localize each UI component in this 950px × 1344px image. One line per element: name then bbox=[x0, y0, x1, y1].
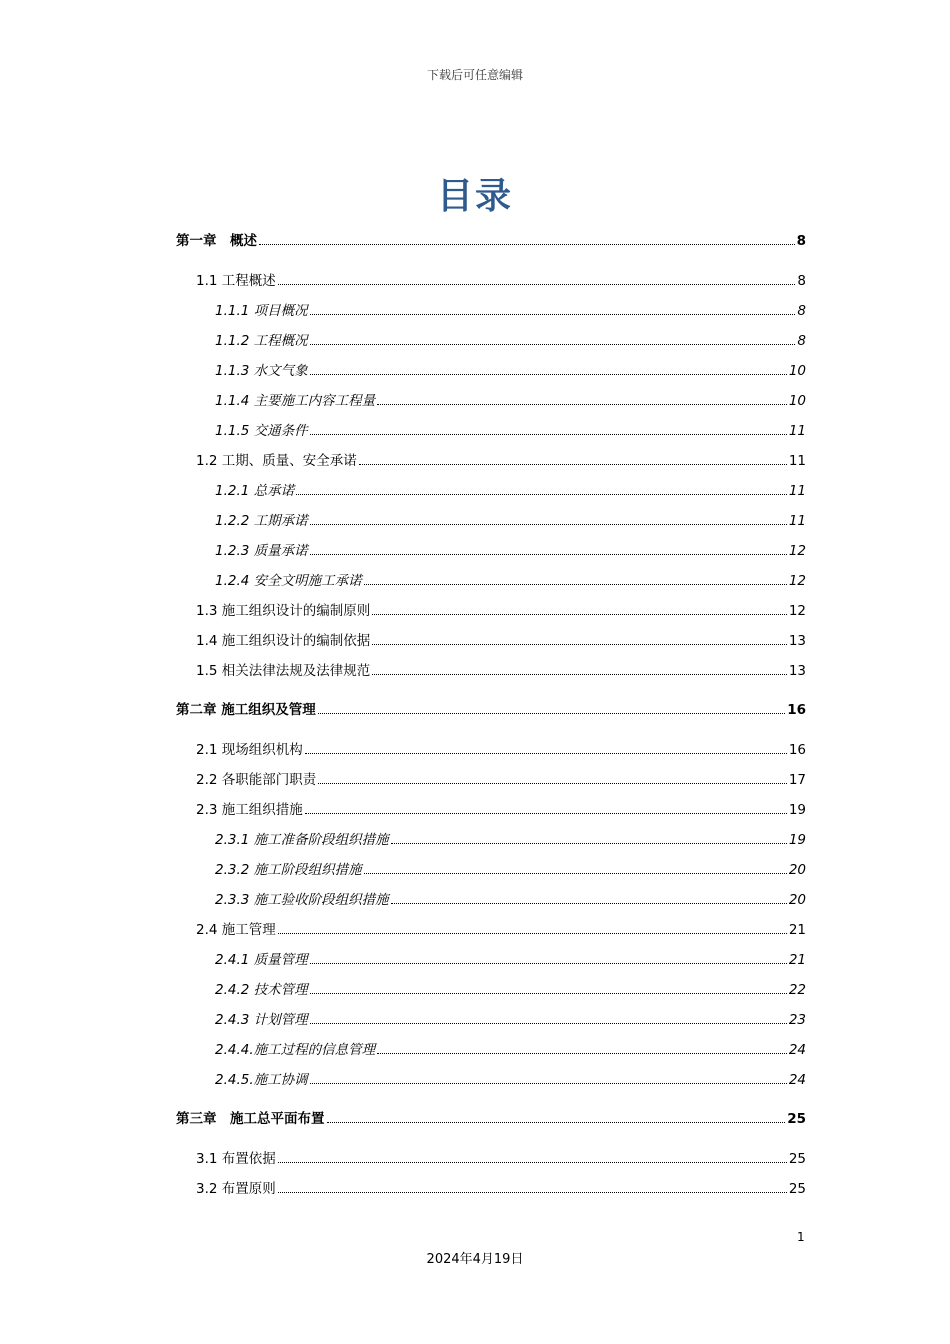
toc-entry-title: 1.2.4 安全文明施工承诺 bbox=[215, 573, 362, 589]
toc-entry-title: 第二章 施工组织及管理 bbox=[176, 702, 316, 718]
toc-entry[interactable] bbox=[196, 629, 806, 649]
toc-entry[interactable] bbox=[215, 888, 806, 908]
toc-entry-page: 13 bbox=[788, 633, 806, 649]
toc-entry-page: 11 bbox=[788, 513, 806, 529]
toc-entry-page: 12 bbox=[788, 543, 806, 559]
toc-entry-title: 1.5 相关法律法规及法律规范 bbox=[196, 663, 371, 679]
toc-entry-page: 25 bbox=[787, 1111, 806, 1127]
toc-entry-page: 17 bbox=[788, 772, 806, 788]
toc-entry-page: 16 bbox=[788, 742, 806, 758]
toc-entry[interactable] bbox=[196, 659, 806, 679]
toc-dot-leader bbox=[372, 674, 787, 675]
toc-entry-title: 1.1.5 交通条件 bbox=[215, 423, 308, 439]
toc-entry-title: 1.2.1 总承诺 bbox=[215, 483, 295, 499]
toc-entry[interactable] bbox=[176, 229, 806, 249]
toc-entry-page: 25 bbox=[788, 1151, 806, 1167]
footer-date: 2024年4月19日 bbox=[426, 1252, 524, 1267]
toc-entry-page: 24 bbox=[788, 1072, 806, 1088]
toc-dot-leader bbox=[310, 963, 787, 964]
toc-dot-leader bbox=[278, 1192, 787, 1193]
toc-entry-title: 3.1 布置依据 bbox=[196, 1151, 276, 1167]
toc-entry-title: 2.4.2 技术管理 bbox=[215, 982, 308, 998]
toc-entry-title: 2.4.3 计划管理 bbox=[215, 1012, 308, 1028]
toc-dot-leader bbox=[310, 524, 787, 525]
toc-dot-leader bbox=[310, 554, 787, 555]
toc-entry[interactable] bbox=[215, 858, 806, 878]
toc-entry[interactable] bbox=[196, 738, 806, 758]
toc-dot-leader bbox=[377, 1053, 787, 1054]
toc-entry-title: 2.3.2 施工阶段组织措施 bbox=[215, 862, 362, 878]
toc-entry-page: 13 bbox=[788, 663, 806, 679]
toc-dot-leader bbox=[327, 1122, 786, 1123]
toc-dot-leader bbox=[364, 584, 787, 585]
toc-entry-page: 11 bbox=[788, 483, 806, 499]
toc-entry-title: 第一章 概述 bbox=[176, 233, 257, 249]
toc-dot-leader bbox=[310, 1023, 787, 1024]
toc-dot-leader bbox=[391, 903, 787, 904]
toc-dot-leader bbox=[305, 753, 787, 754]
toc-entry-title: 1.1.3 水文气象 bbox=[215, 363, 308, 379]
toc-entry-title: 3.2 布置原则 bbox=[196, 1181, 276, 1197]
toc-entry-title: 2.3 施工组织措施 bbox=[196, 802, 303, 818]
toc-entry-title: 2.4.5.施工协调 bbox=[215, 1072, 308, 1088]
toc-entry-page: 16 bbox=[787, 702, 806, 718]
toc-entry-title: 2.4.1 质量管理 bbox=[215, 952, 308, 968]
toc-entry-page: 21 bbox=[788, 922, 806, 938]
toc-entry[interactable] bbox=[215, 479, 806, 499]
toc-entry-page: 20 bbox=[788, 892, 806, 908]
toc-dot-leader bbox=[278, 284, 796, 285]
toc-entry[interactable] bbox=[215, 509, 806, 529]
toc-dot-leader bbox=[278, 933, 787, 934]
toc-entry[interactable] bbox=[215, 359, 806, 379]
toc-dot-leader bbox=[318, 783, 787, 784]
toc-entry-title: 2.4.4.施工过程的信息管理 bbox=[215, 1042, 376, 1058]
toc-entry-page: 8 bbox=[797, 333, 806, 349]
toc-entry-page: 25 bbox=[788, 1181, 806, 1197]
toc-entry-page: 11 bbox=[788, 423, 806, 439]
toc-entry-title: 1.4 施工组织设计的编制依据 bbox=[196, 633, 371, 649]
toc-entry[interactable] bbox=[196, 599, 806, 619]
toc-entry-title: 第三章 施工总平面布置 bbox=[176, 1111, 325, 1127]
toc-entry-page: 10 bbox=[788, 393, 806, 409]
toc-entry-page: 23 bbox=[788, 1012, 806, 1028]
toc-entry-title: 2.3.3 施工验收阶段组织措施 bbox=[215, 892, 389, 908]
toc-dot-leader bbox=[278, 1162, 787, 1163]
toc-entry-page: 8 bbox=[797, 273, 806, 289]
toc-dot-leader bbox=[318, 713, 786, 714]
toc-entry-page: 20 bbox=[788, 862, 806, 878]
toc-dot-leader bbox=[391, 843, 787, 844]
toc-dot-leader bbox=[372, 614, 787, 615]
toc-dot-leader bbox=[310, 314, 796, 315]
toc-dot-leader bbox=[305, 813, 787, 814]
toc-entry[interactable] bbox=[196, 449, 806, 469]
toc-entry-title: 2.2 各职能部门职责 bbox=[196, 772, 317, 788]
toc-entry-title: 1.2 工期、质量、安全承诺 bbox=[196, 453, 357, 469]
toc-entry[interactable] bbox=[215, 389, 806, 409]
toc-entry[interactable] bbox=[196, 918, 806, 938]
toc-entry-title: 2.4 施工管理 bbox=[196, 922, 276, 938]
toc-entry-title: 2.1 现场组织机构 bbox=[196, 742, 303, 758]
toc-entry-page: 8 bbox=[797, 303, 806, 319]
toc-entry[interactable] bbox=[215, 828, 806, 848]
toc-entry-title: 1.1.4 主要施工内容工程量 bbox=[215, 393, 376, 409]
toc-entry-page: 12 bbox=[788, 573, 806, 589]
toc-entry[interactable] bbox=[196, 798, 806, 818]
toc-entry[interactable] bbox=[215, 419, 806, 439]
toc-entry[interactable] bbox=[215, 569, 806, 589]
page-header: 下载后可任意编辑 bbox=[426, 68, 523, 82]
toc-entry-page: 21 bbox=[788, 952, 806, 968]
toc-entry-page: 11 bbox=[788, 453, 806, 469]
toc-entry-page: 22 bbox=[788, 982, 806, 998]
toc-entry[interactable] bbox=[215, 329, 806, 349]
toc-entry[interactable] bbox=[215, 539, 806, 559]
toc-entry-title: 1.3 施工组织设计的编制原则 bbox=[196, 603, 371, 619]
toc-dot-leader bbox=[359, 464, 787, 465]
toc-entry[interactable] bbox=[196, 768, 806, 788]
toc-title: 目录 bbox=[436, 176, 513, 217]
toc-entry-page: 24 bbox=[788, 1042, 806, 1058]
toc-entry[interactable] bbox=[215, 299, 806, 319]
toc-dot-leader bbox=[310, 993, 787, 994]
toc-dot-leader bbox=[364, 873, 787, 874]
toc-dot-leader bbox=[296, 494, 787, 495]
toc-dot-leader bbox=[372, 644, 787, 645]
toc-entry[interactable] bbox=[176, 698, 806, 718]
toc-entry[interactable] bbox=[215, 1068, 806, 1088]
page-number: 1 bbox=[797, 1230, 805, 1244]
toc-entry[interactable] bbox=[215, 1008, 806, 1028]
toc-entry-title: 1.2.3 质量承诺 bbox=[215, 543, 308, 559]
toc-entry[interactable] bbox=[215, 948, 806, 968]
toc-entry-title: 1.2.2 工期承诺 bbox=[215, 513, 308, 529]
toc-entry-title: 1.1 工程概述 bbox=[196, 273, 276, 289]
toc-dot-leader bbox=[310, 344, 796, 345]
toc-entry-page: 8 bbox=[796, 233, 806, 249]
toc-entry-page: 19 bbox=[788, 802, 806, 818]
toc-entry-title: 1.1.2 工程概况 bbox=[215, 333, 308, 349]
toc-entry[interactable] bbox=[215, 1038, 806, 1058]
toc-entry-page: 12 bbox=[788, 603, 806, 619]
toc-entry[interactable] bbox=[196, 1177, 806, 1197]
toc-dot-leader bbox=[377, 404, 787, 405]
toc-entry-page: 10 bbox=[788, 363, 806, 379]
toc-entry-title: 2.3.1 施工准备阶段组织措施 bbox=[215, 832, 389, 848]
toc-entry-title: 1.1.1 项目概况 bbox=[215, 303, 308, 319]
toc-entry[interactable] bbox=[196, 269, 806, 289]
toc-entry[interactable] bbox=[176, 1107, 806, 1127]
toc-dot-leader bbox=[310, 1083, 787, 1084]
toc-entry[interactable] bbox=[215, 978, 806, 998]
toc-dot-leader bbox=[310, 374, 787, 375]
toc-dot-leader bbox=[259, 244, 795, 245]
toc-entry[interactable] bbox=[196, 1147, 806, 1167]
toc-dot-leader bbox=[310, 434, 787, 435]
toc-entry-page: 19 bbox=[788, 832, 806, 848]
